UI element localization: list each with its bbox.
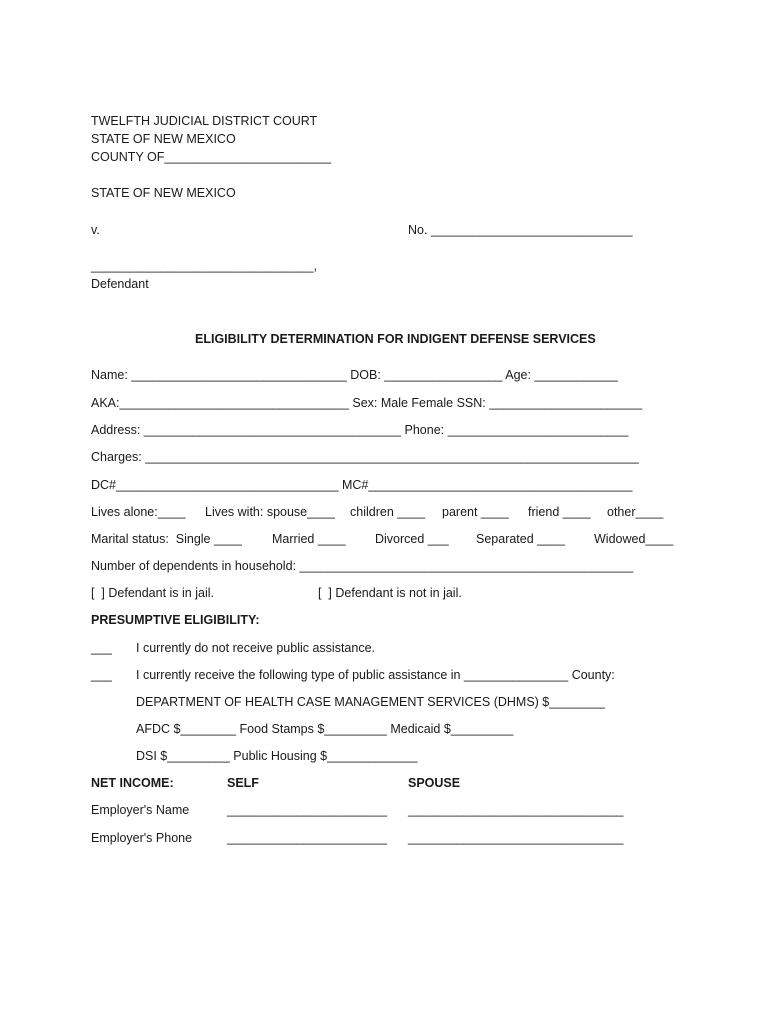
no-assistance-blank: ___ <box>91 641 112 655</box>
receive-assistance-blank: ___ <box>91 668 112 682</box>
no-assistance-text: I currently do not receive public assistance. <box>136 641 376 655</box>
employer-phone-self-blank: _______________________ <box>227 831 387 845</box>
marital-married: Married ____ <box>272 532 346 546</box>
lives-with-parent: parent ____ <box>442 505 509 519</box>
marital-single: Marital status: Single ____ <box>91 532 242 546</box>
dsi-housing-row: DSI $_________ Public Housing $_____________ <box>136 749 418 763</box>
lives-with-spouse: Lives with: spouse____ <box>205 505 335 519</box>
presumptive-heading: PRESUMPTIVE ELIGIBILITY: <box>91 613 260 627</box>
dependents-row: Number of dependents in household: ________________________________________________ <box>91 559 634 573</box>
employer-name-spouse-blank: _______________________________ <box>408 803 624 817</box>
case-number-field: No. _____________________________ <box>408 223 633 237</box>
lives-alone: Lives alone:____ <box>91 505 186 519</box>
self-column-heading: SELF <box>227 776 259 790</box>
net-income-heading: NET INCOME: <box>91 776 174 790</box>
court-name: TWELFTH JUDICIAL DISTRICT COURT <box>91 114 318 128</box>
marital-separated: Separated ____ <box>476 532 565 546</box>
state-name: STATE OF NEW MEXICO <box>91 132 236 146</box>
lives-with-other: other____ <box>607 505 664 519</box>
defendant-label: Defendant <box>91 277 149 291</box>
county-field: COUNTY OF________________________ <box>91 150 332 164</box>
spouse-column-heading: SPOUSE <box>408 776 461 790</box>
lives-with-friend: friend ____ <box>528 505 591 519</box>
aka-sex-ssn-row: AKA:_________________________________ Sex: Male Female SSN: ______________________ <box>91 396 643 410</box>
versus: v. <box>91 223 100 237</box>
name-dob-age-row: Name: _______________________________ DOB: _________________ Age: ____________ <box>91 368 618 382</box>
marital-divorced: Divorced ___ <box>375 532 449 546</box>
not-in-jail-checkbox: [ ] Defendant is not in jail. <box>318 586 462 600</box>
employer-phone-label: Employer's Phone <box>91 831 193 845</box>
employer-phone-spouse-blank: _______________________________ <box>408 831 624 845</box>
dhms-row: DEPARTMENT OF HEALTH CASE MANAGEMENT SERVICES (DHMS) $________ <box>136 695 605 709</box>
receive-assistance-text: I currently receive the following type of public assistance in _______________ County: <box>136 668 615 682</box>
employer-name-label: Employer's Name <box>91 803 190 817</box>
charges-row: Charges: _______________________________________________________________________ <box>91 450 639 464</box>
afdc-foodstamps-medicaid-row: AFDC $________ Food Stamps $_________ Medicaid $_________ <box>136 722 514 736</box>
address-phone-row: Address: _____________________________________ Phone: __________________________ <box>91 423 629 437</box>
form-title: ELIGIBILITY DETERMINATION FOR INDIGENT DEFENSE SERVICES <box>195 332 596 346</box>
lives-with-children: children ____ <box>350 505 426 519</box>
plaintiff: STATE OF NEW MEXICO <box>91 186 236 200</box>
dc-mc-row: DC#________________________________ MC#______________________________________ <box>91 478 633 492</box>
marital-widowed: Widowed____ <box>594 532 674 546</box>
defendant-name-field: ________________________________, <box>91 259 317 273</box>
in-jail-checkbox: [ ] Defendant is in jail. <box>91 586 214 600</box>
employer-name-self-blank: _______________________ <box>227 803 387 817</box>
